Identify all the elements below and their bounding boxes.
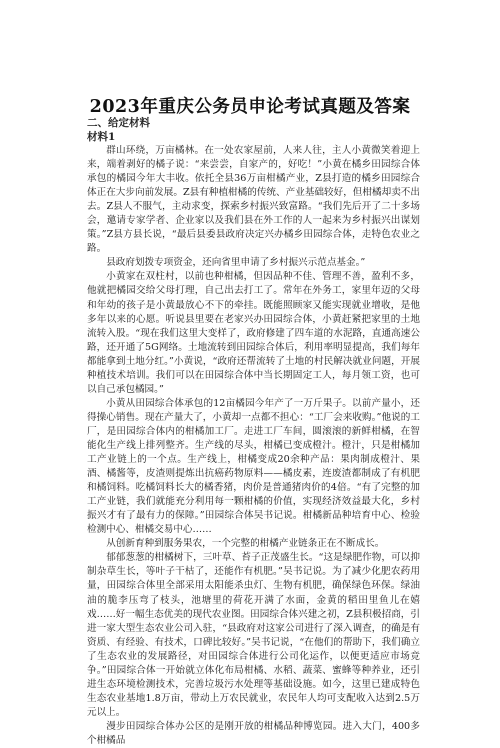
paragraph: 从创新育种到服务果农，一个完整的柑橘产业链条正在不断成长。 (106, 538, 385, 550)
paragraph: 小黄家在双柱村，以前也种柑橘，但因品种不佳、管理不善，盈利不多，他就把橘园交给父母打理，自己出去打工了。常年在外务工，家里年迈的父母和年幼的孩子是小黄最放心不下的牵挂。既能照顾家又能实现就业增收，是他多年以来的心愿。听说县里要在老家兴办田园综合体，小黄赶紧把家里的土地流转入股。“现在我们这里大变样了，政府修建了四车道的水泥路，直通高速公路，还开通了5G网络。土地流转到田园综合体后，利用率明显提高，我们每年都能拿到土地分红。”小黄说，“政府还帮流转了土地的村民解决就业问题，开展种植技术培训。我们可以在田园综合体中当长期固定工人，每月领工资，也可以自己承包橘园。” (87, 271, 420, 395)
paragraph: 郁郁葱葱的柑橘树下，三叶草、苔子正茂盛生长。“这是绿肥作物，可以抑制杂草生长，等叶子干枯了，还能作有机肥。”吴书记说。为了减少化肥农药用量，田园综合体里全部采用太阳能杀虫灯、生物有机肥，确保绿色环保。绿油油的脆李压弯了枝头，池塘里的荷花开满了水面，金黄的稻田里鱼儿在嬉戏……好一幅生态优美的现代农业图。田园综合体兴建之初，Z县积极招商，引进一家大型生态农业公司入驻，“县政府对这家公司进行了深入调查，的确是有资质、有经验、有技术，口碑比较好。”吴书记说，“在他们的帮助下，我们确立了生态农业的发展路径，对田园综合体进行公司化运作，以便更适应市场竞争。”田园综合体一开始就立体化布局柑橘、水稻、蔬菜、蜜蜂等种养业，还引进生态环境检测技术，完善垃圾污水处理等基础设施。如今，这里已建成特色生态农业基地1.8万亩，带动上万农民就业，农民年人均可支配收入达到2.5万元以上。 (87, 552, 420, 718)
paragraph: 群山环绕，万亩橘林。在一处农家屋前，人来人往，主人小黄微笑着迎上来，端着剥好的橘子说：“来尝尝，自家产的，好吃！”小黄在橘乡田园综合体承包的橘园今年大丰收。依托全县36万亩柑橘产业，Z县打造的橘乡田园综合体正在大步向前发展。Z县有种植柑橘的传统、产业基础较好，但柑橘却卖不出去。Z县人不服气，主动求变，探索乡村振兴致富路。“我们先后开了二十多场会，邀请专家学者、企业家以及我们县在外工作的人一起来为乡村振兴出谋划策。”Z县方县长说，“最后县委县政府决定兴办橘乡田园综合体，走特色农业之路。 (87, 145, 420, 255)
paragraph: 县政府划拨专项资金，还向省里申请了乡村振兴示范点基金。” (106, 257, 366, 269)
document-title: 2023年重庆公务员申论考试真题及答案 (89, 97, 411, 117)
section-heading: 二、给定材料 (87, 117, 150, 129)
paragraph: 漫步田园综合体办公区的是刚开放的柑橘品种博览园。进入大门，400多个柑橘品 (87, 720, 420, 746)
paragraph: 小黄从田园综合体承包的12亩橘园今年产了一万斤果子。以前产量小，还得操心销售。现在产量大了，小黄却一点都不担心：“工厂会来收购。”他说的工厂，是田园综合体内的柑橘加工厂。走进工厂车间，圆滚滚的新鲜柑橘，在智能化生产线上排列整齐。生产线的尽头，柑橘已变成橙汁。橙汁，只是柑橘加工产业链上的一个点。生产线上，柑橘变成20余种产品：果肉制成橙汁、果酒、橘酱等，皮渣则提炼出抗癌药物原料——橘皮素，连废渣都制成了有机肥和橘饲料。吃橘饲料长大的橘香猪，肉价是普通猪肉价的4倍。“有了完整的加工产业链，我们就能充分利用每一颗柑橘的价值，实现经济效益最大化，乡村振兴才有了最有力的保障。”田园综合体吴书记说。柑橘新品种培育中心、检验检测中心、柑橘交易中心…… (87, 397, 420, 536)
material-heading: 材料1 (87, 131, 116, 143)
document-body (87, 144, 420, 748)
